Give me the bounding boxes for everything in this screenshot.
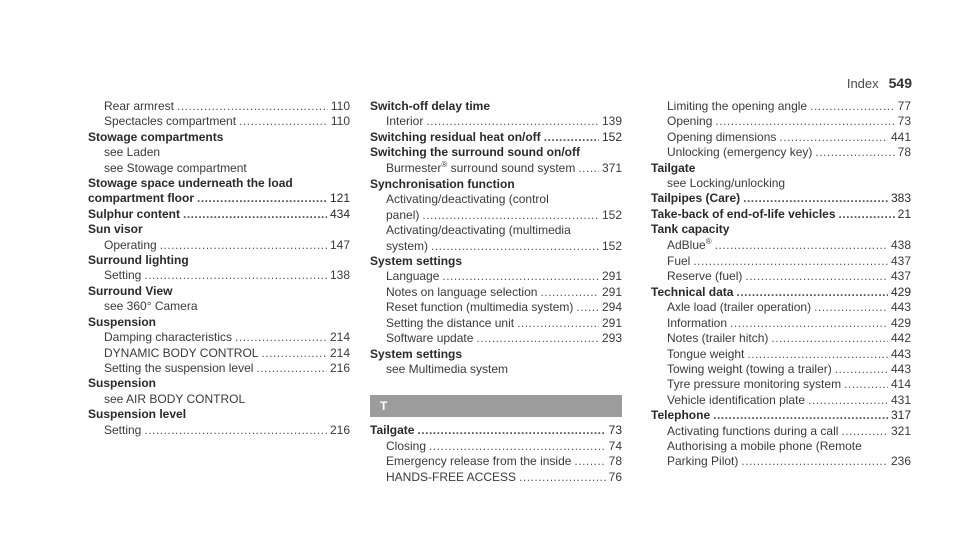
entry-text: see AIR BODY CONTROL: [104, 391, 246, 406]
page-ref[interactable]: 443: [890, 361, 911, 376]
entry-text: see Stowage compartment: [104, 160, 247, 175]
leader-dots: [808, 393, 888, 408]
index-entry[interactable]: [370, 316, 622, 331]
index-heading: [88, 253, 350, 268]
leader-dots: [815, 145, 894, 160]
leader-dots: [144, 268, 327, 283]
leader-dots: [183, 207, 327, 222]
index-entry: [88, 145, 350, 160]
entry-text: Opening dimensions: [667, 129, 777, 144]
page-ref[interactable]: 441: [890, 129, 911, 144]
index-heading[interactable]: [88, 191, 350, 206]
page-ref[interactable]: 74: [608, 438, 622, 453]
index-entry[interactable]: [370, 285, 622, 300]
page-ref[interactable]: 21: [897, 206, 911, 221]
leader-dots: [426, 114, 599, 129]
page-ref[interactable]: 414: [890, 377, 911, 392]
leader-dots: [239, 114, 328, 129]
entry-text: Take-back of end-of-life vehicles: [651, 206, 836, 221]
page-ref[interactable]: 121: [329, 191, 350, 206]
index-entry[interactable]: [651, 269, 911, 284]
leader-dots: [422, 208, 599, 223]
page-ref[interactable]: 291: [601, 315, 622, 330]
entry-text: Towing weight (towing a trailer): [667, 361, 832, 376]
leader-dots: [713, 408, 888, 423]
entry-text: Limiting the opening angle: [667, 99, 808, 113]
index-heading: [88, 222, 350, 237]
leader-dots: [730, 316, 888, 331]
entry-text: compartment floor: [88, 191, 195, 206]
index-heading: [651, 161, 911, 176]
page-ref[interactable]: 293: [601, 331, 622, 346]
page-ref[interactable]: 371: [601, 160, 622, 175]
leader-dots: [519, 470, 606, 485]
leader-dots: [747, 347, 888, 362]
page-ref[interactable]: 236: [890, 454, 911, 469]
leader-dots: [144, 423, 327, 438]
leader-dots: [544, 130, 599, 145]
index-entry: [370, 192, 622, 207]
index-entry[interactable]: [651, 393, 911, 408]
entry-text: Fuel: [667, 254, 691, 269]
entry-text: System settings: [370, 254, 463, 269]
entry-text: Information: [667, 315, 728, 330]
leader-dots: [574, 454, 605, 469]
page-ref[interactable]: 78: [608, 454, 622, 469]
index-column-2: [370, 99, 622, 485]
index-entry[interactable]: [88, 423, 350, 438]
registered-mark: ®: [705, 236, 712, 246]
page-ref[interactable]: 429: [890, 315, 911, 330]
index-entry[interactable]: [651, 424, 911, 439]
entry-text: DYNAMIC BODY CONTROL: [104, 345, 259, 360]
index-entry[interactable]: [370, 454, 622, 469]
entry-text: HANDS-FREE ACCESS: [386, 469, 517, 484]
header-label: Index: [846, 76, 879, 91]
index-column-1: [88, 99, 350, 438]
entry-text: Suspension: [88, 376, 157, 391]
page-ref[interactable]: 152: [601, 207, 622, 222]
entry-text: Spectacles compartment: [104, 114, 237, 129]
entry-text: Operating: [104, 237, 157, 252]
entry-text: Activating/deactivating (multimedia: [386, 223, 571, 238]
leader-dots: [771, 331, 888, 346]
index-entry: [651, 176, 911, 191]
page-ref[interactable]: 110: [330, 114, 350, 129]
index-entry[interactable]: [88, 361, 350, 376]
leader-dots: [844, 377, 888, 392]
page-ref[interactable]: 429: [890, 284, 911, 299]
page-ref[interactable]: 383: [890, 191, 911, 206]
section-letter-bar: T: [370, 395, 622, 417]
page-ref[interactable]: 431: [890, 392, 911, 407]
index-entry: [88, 161, 350, 176]
leader-dots: [476, 331, 599, 346]
index-entry: [88, 392, 350, 407]
entry-text: AdBlue®: [667, 236, 712, 252]
index-entry[interactable]: [651, 454, 911, 469]
index-heading[interactable]: [370, 423, 622, 438]
page-ref[interactable]: 78: [897, 145, 911, 160]
index-entry: [370, 362, 622, 377]
entry-text: panel): [386, 207, 420, 222]
leader-dots: [814, 300, 888, 315]
index-heading[interactable]: [651, 285, 911, 300]
index-entry[interactable]: [651, 331, 911, 346]
page-number: 549: [888, 75, 912, 91]
entry-text: Sulphur content: [88, 206, 180, 221]
index-entry[interactable]: [370, 114, 622, 129]
index-entry[interactable]: [651, 316, 911, 331]
page-ref[interactable]: 152: [601, 238, 622, 253]
entry-text: Language: [386, 269, 440, 284]
page-ref[interactable]: 291: [601, 284, 622, 299]
entry-text: see 360° Camera: [104, 299, 198, 314]
leader-dots: [810, 99, 895, 114]
entry-text: Notes (trailer hitch): [667, 331, 769, 346]
page-ref[interactable]: 76: [608, 469, 622, 484]
entry-text: Damping characteristics: [104, 330, 233, 345]
index-entry[interactable]: [651, 99, 911, 114]
page-ref[interactable]: 438: [890, 237, 911, 252]
entry-text: Tailpipes (Care): [651, 191, 741, 206]
index-entry[interactable]: [651, 347, 911, 362]
entry-text: see Multimedia system: [386, 361, 509, 376]
entry-text: Tailgate: [651, 160, 696, 175]
page-ref[interactable]: 214: [329, 330, 350, 345]
index-entry[interactable]: [370, 208, 622, 223]
index-heading: [88, 376, 350, 391]
page-ref[interactable]: 73: [608, 423, 622, 438]
entry-text: Stowage compartments: [88, 129, 224, 144]
entry-text: Activating functions during a call: [667, 423, 839, 438]
entry-text: Unlocking (emergency key): [667, 145, 813, 160]
page-ref[interactable]: 77: [897, 99, 911, 113]
registered-mark: ®: [441, 159, 448, 169]
index-heading: [370, 99, 622, 114]
index-heading: [88, 315, 350, 330]
leader-dots: [197, 191, 327, 206]
entry-text: Switch-off delay time: [370, 99, 491, 113]
entry-text: Tank capacity: [651, 222, 730, 237]
index-entry[interactable]: [88, 330, 350, 345]
entry-text: Opening: [667, 114, 713, 129]
page-ref[interactable]: 437: [890, 254, 911, 269]
entry-text: Burmester® surround sound system: [386, 159, 576, 175]
page-ref[interactable]: 294: [601, 300, 622, 315]
page-ref[interactable]: 73: [897, 114, 911, 129]
page-ref[interactable]: 443: [890, 300, 911, 315]
index-entry[interactable]: [651, 362, 911, 377]
index-entry[interactable]: [370, 161, 622, 177]
index-heading: [88, 284, 350, 299]
index-entry[interactable]: [88, 99, 350, 114]
index-entry: [88, 299, 350, 314]
leader-dots: [736, 285, 887, 300]
entry-text: Telephone: [651, 408, 711, 423]
leader-dots: [235, 330, 327, 345]
page-ref[interactable]: 214: [329, 345, 350, 360]
index-entry[interactable]: [651, 254, 911, 269]
leader-dots: [256, 361, 327, 376]
index-heading: [370, 254, 622, 269]
index-entry[interactable]: [651, 300, 911, 315]
leader-dots: [540, 285, 599, 300]
page-ref[interactable]: 443: [890, 346, 911, 361]
leader-dots: [841, 424, 888, 439]
page-ref[interactable]: 442: [890, 331, 911, 346]
index-heading: [370, 145, 622, 160]
page-ref[interactable]: 317: [890, 408, 911, 423]
index-entry[interactable]: [370, 470, 622, 485]
leader-dots: [745, 269, 888, 284]
leader-dots: [160, 238, 327, 253]
leader-dots: [693, 254, 888, 269]
index-heading[interactable]: [88, 207, 350, 222]
index-heading: [651, 222, 911, 237]
entry-text: Setting the suspension level: [104, 360, 254, 375]
entry-text: Setting: [104, 422, 142, 437]
leader-dots: [715, 114, 894, 129]
page-ref[interactable]: 110: [330, 99, 350, 113]
leader-dots: [442, 269, 599, 284]
index-entry: [651, 439, 911, 454]
entry-text: Axle load (trailer operation): [667, 300, 812, 315]
entry-text: Reset function (multimedia system): [386, 300, 574, 315]
page-ref[interactable]: 216: [329, 360, 350, 375]
leader-dots: [578, 161, 599, 176]
leader-dots: [743, 191, 888, 206]
entry-text: system): [386, 238, 428, 253]
index-entry[interactable]: [370, 239, 622, 254]
entry-text: Tongue weight: [667, 346, 745, 361]
index-entry[interactable]: [651, 238, 911, 254]
entry-text: System settings: [370, 346, 463, 361]
page-ref[interactable]: 139: [601, 114, 622, 129]
index-heading[interactable]: [651, 207, 911, 222]
index-entry[interactable]: [651, 114, 911, 129]
entry-text: Authorising a mobile phone (Remote: [667, 438, 862, 453]
entry-text: Sun visor: [88, 222, 143, 237]
page-ref[interactable]: 147: [329, 237, 350, 252]
leader-dots: [839, 207, 895, 222]
entry-text: see Locking/unlocking: [667, 176, 786, 191]
index-heading[interactable]: [370, 130, 622, 145]
index-entry[interactable]: [651, 377, 911, 392]
index-entry[interactable]: [88, 238, 350, 253]
leader-dots: [177, 99, 328, 114]
entry-text: Suspension level: [88, 407, 187, 422]
index-heading: [370, 347, 622, 362]
entry-text: Reserve (fuel): [667, 269, 743, 284]
page-ref[interactable]: 434: [329, 206, 350, 221]
entry-text: Tailgate: [370, 423, 415, 438]
index-column-3: [651, 99, 911, 470]
page-ref[interactable]: 138: [329, 268, 350, 283]
leader-dots: [715, 238, 888, 253]
entry-text: Switching the surround sound on/off: [370, 145, 580, 160]
page-ref[interactable]: 216: [329, 422, 350, 437]
leader-dots: [417, 423, 605, 438]
entry-text: Suspension: [88, 314, 157, 329]
entry-text: Technical data: [651, 284, 734, 299]
leader-dots: [741, 454, 888, 469]
entry-text: Surround lighting: [88, 253, 189, 268]
entry-text: Notes on language selection: [386, 284, 538, 299]
leader-dots: [779, 130, 888, 145]
entry-text: Interior: [386, 114, 424, 129]
index-entry: [370, 223, 622, 238]
entry-text: Setting: [104, 268, 142, 283]
entry-text: Vehicle identification plate: [667, 392, 806, 407]
entry-text: Software update: [386, 331, 474, 346]
index-entry[interactable]: [88, 268, 350, 283]
entry-text: Surround View: [88, 283, 173, 298]
entry-text: Emergency release from the inside: [386, 454, 572, 469]
entry-text: Parking Pilot): [667, 454, 739, 469]
entry-text: Setting the distance unit: [386, 315, 515, 330]
entry-text: Closing: [386, 438, 427, 453]
index-entry[interactable]: [370, 439, 622, 454]
index-entry[interactable]: [370, 331, 622, 346]
leader-dots: [261, 346, 327, 361]
index-entry[interactable]: [651, 145, 911, 160]
leader-dots: [576, 300, 599, 315]
page-ref[interactable]: 437: [890, 269, 911, 284]
entry-text: Rear armrest: [104, 99, 175, 113]
page-ref[interactable]: 321: [890, 423, 911, 438]
page-header: [847, 75, 912, 91]
leader-dots: [431, 239, 599, 254]
index-heading[interactable]: [651, 408, 911, 423]
entry-text: Switching residual heat on/off: [370, 129, 541, 144]
leader-dots: [835, 362, 888, 377]
entry-text: Synchronisation function: [370, 177, 515, 192]
page-ref[interactable]: 291: [601, 269, 622, 284]
index-entry[interactable]: [88, 346, 350, 361]
index-entry[interactable]: [651, 130, 911, 145]
leader-dots: [429, 439, 606, 454]
entry-text: Activating/deactivating (control: [386, 192, 549, 207]
page-ref[interactable]: 152: [601, 129, 622, 144]
index-heading: [88, 407, 350, 422]
leader-dots: [517, 316, 599, 331]
index-heading: [88, 176, 350, 191]
index-heading: [88, 130, 350, 145]
index-entry[interactable]: [88, 114, 350, 129]
entry-text: see Laden: [104, 145, 161, 160]
index-entry[interactable]: [370, 300, 622, 315]
index-entry[interactable]: [370, 269, 622, 284]
index-heading: [370, 177, 622, 192]
entry-text: Stowage space underneath the load: [88, 176, 293, 191]
index-heading[interactable]: [651, 191, 911, 206]
entry-text: Tyre pressure monitoring system: [667, 377, 842, 392]
